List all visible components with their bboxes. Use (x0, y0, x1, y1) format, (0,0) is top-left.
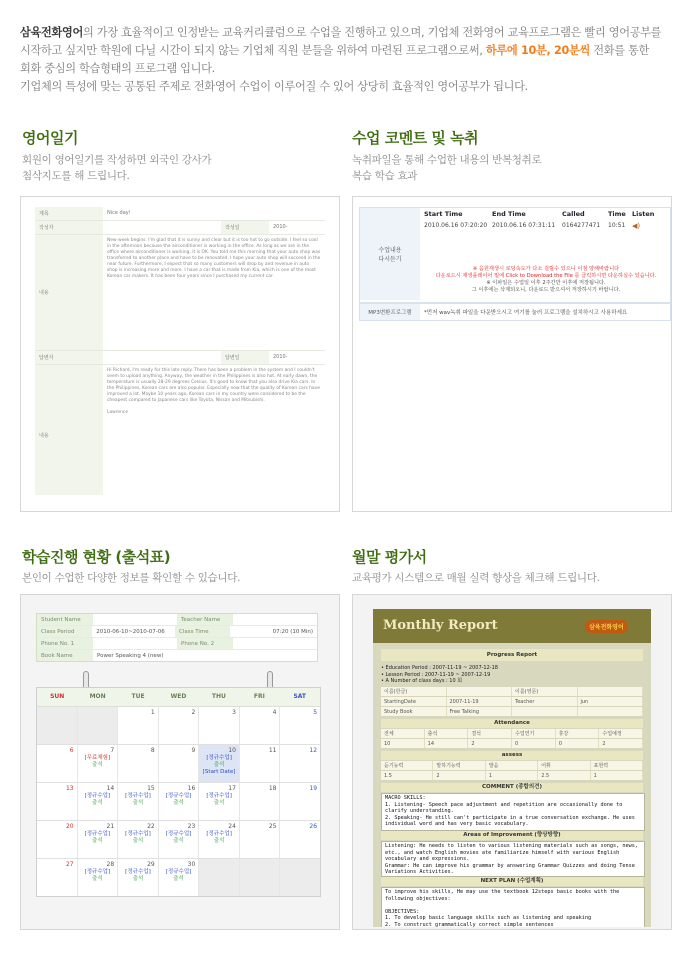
calendar-day[interactable] (199, 745, 240, 782)
class-event[interactable] (201, 793, 237, 807)
intro-line-3: 회화 중심의 학습형태의 프로그램 입니다. (20, 62, 215, 75)
attendance-value-row (381, 739, 643, 749)
attendance-header-cell: 출석 (425, 729, 469, 738)
class-event[interactable] (201, 755, 237, 776)
day-number: 24 (228, 823, 236, 830)
improve-bar: Areas of Improvement (향상방향) (381, 831, 643, 840)
diary-reply-value (103, 351, 221, 364)
day-number: 14 (106, 785, 115, 792)
study-book-label: Study Book (381, 707, 447, 716)
assess-value-row (381, 771, 643, 781)
day-number: 13 (65, 785, 74, 792)
weekday-1: MON (89, 693, 106, 700)
comment-data-row (424, 222, 670, 230)
header-end-time: End Time (492, 210, 526, 218)
num-days: • A Number of class days : 10 회 (381, 678, 463, 684)
monthly-title: 월말 평가서 (352, 548, 427, 566)
calendar-week (37, 745, 320, 783)
event-status: 출석 (213, 762, 225, 768)
intro-paragraph (20, 24, 670, 96)
event-label: [정규수업] (206, 793, 232, 799)
report-title: Monthly Report (383, 618, 498, 633)
class-event[interactable] (120, 831, 156, 845)
intro-line-2-end: 전화를 통한 (590, 44, 650, 57)
calendar-day (240, 859, 281, 896)
event-label: [정규수업] (125, 793, 151, 799)
calendar-day (199, 707, 240, 744)
monthly-screenshot (352, 594, 672, 930)
diary-reply-date-value: 2010- (273, 354, 288, 360)
class-event[interactable] (80, 793, 116, 807)
monthly-desc: 교육평가 시스템으로 매월 실력 향상을 체크해 드립니다. (352, 572, 600, 584)
student-label: Student Name (37, 614, 93, 625)
comment-notice (424, 266, 668, 294)
report-profile-table (381, 687, 643, 717)
diary-date-label: 작성일 (221, 221, 269, 234)
name-value (447, 687, 513, 696)
teacher-label-report: Teacher (512, 697, 578, 706)
attendance-header-cell: 수업연기 (512, 729, 556, 738)
day-number: 3 (232, 709, 236, 716)
calendar-day[interactable] (78, 783, 119, 820)
cell-start-time: 2010.06.16 07:20:20 (424, 222, 488, 229)
diary-title-row (35, 207, 325, 221)
attendance-header-cell: 수업예정 (599, 729, 643, 738)
event-status: 출석 (132, 800, 144, 806)
time-value: 07:20 (10 Min) (272, 628, 313, 635)
comment-header-row (424, 210, 670, 218)
event-label: [정규수업] (165, 793, 192, 799)
day-number: 27 (65, 861, 74, 868)
day-number: 8 (150, 747, 155, 754)
calendar-day[interactable] (78, 859, 119, 896)
attendance-header-row (381, 729, 643, 739)
improve-textarea[interactable]: Listening: He needs to listen to various listening materials such as songs, news, etc., and watch English movies ate familiarize himself with various English vocabulary and expressions. Grammar: He can improve his grammar by answering Grammar Quizzes and doing Tense Variations Activities. (381, 841, 645, 877)
calendar-day[interactable] (118, 821, 159, 858)
day-number: 28 (106, 861, 115, 868)
diary-desc (22, 152, 211, 184)
event-label: [정규수업] (84, 793, 111, 799)
day-number: 29 (147, 861, 155, 868)
calendar-day[interactable] (78, 745, 119, 782)
assess-header-cell: 어휘 (538, 761, 590, 770)
calendar-day (118, 707, 159, 744)
notice-line-1: ※ 음원재생시 로딩속도가 다소 걸릴수 있으니 이점 양해바랍니다 (472, 266, 620, 272)
name-label: 이름(한글) (381, 687, 447, 696)
calendar-day (240, 821, 281, 858)
class-event[interactable] (120, 869, 156, 883)
profile-empty-2 (578, 707, 644, 716)
comment-screenshot (352, 196, 672, 512)
attendance-screenshot (20, 594, 340, 930)
calendar-week (37, 707, 320, 745)
assess-value-cell: 2 (433, 771, 485, 780)
header-called: Called (562, 210, 585, 218)
intro-highlight: 하루에 10분, 20분씩 (485, 44, 590, 57)
profile-book-row (381, 707, 643, 717)
day-number: 22 (147, 823, 155, 830)
book-value: Power Speaking 4 (new) (97, 652, 164, 659)
day-number: 5 (313, 709, 318, 716)
phone-row (37, 638, 317, 650)
speaker-icon[interactable]: ◀) (632, 222, 641, 230)
attendance-desc: 본인이 수업한 다양한 정보를 확인할 수 있습니다. (22, 572, 241, 584)
calendar-day (280, 783, 320, 820)
diary-content-row (35, 235, 325, 351)
event-status: 출석 (173, 800, 184, 806)
phone1-label: Phone No. 1 (37, 638, 93, 649)
class-event[interactable] (80, 831, 116, 845)
calendar-day[interactable] (199, 783, 240, 820)
day-number: 1 (150, 709, 155, 716)
calendar-header (37, 688, 320, 707)
diary-form (35, 207, 325, 495)
diary-date-value: 2010- (273, 224, 288, 230)
comment-desc (352, 152, 541, 184)
calendar-day (240, 707, 281, 744)
attendance-bar: Attendance (381, 719, 643, 728)
book-label: Book Name (37, 650, 93, 661)
comment-bar: COMMENT (종합의견) (381, 783, 643, 792)
diary-title-label: 제목 (35, 207, 103, 220)
calendar-day[interactable] (159, 821, 200, 858)
phone1-value (93, 638, 177, 649)
event-status: 출석 (92, 838, 103, 844)
day-number: 6 (69, 747, 74, 754)
day-number: 9 (191, 747, 196, 754)
next-plan-bar: NEXT PLAN (수업계획) (381, 877, 643, 886)
diary-screenshot (20, 196, 340, 512)
diary-title-value: Nice day! (107, 210, 131, 216)
attendance-value-cell: 10 (381, 739, 425, 748)
assess-value-cell: 1 (591, 771, 643, 780)
intro-line-4: 기업체의 특성에 맞는 공통된 주제로 전화영어 수업이 이루어질 수 있어 상당히 효율적인 영어공부가 됩니다. (20, 80, 528, 93)
progress-bar-title: Progress Report (381, 649, 643, 661)
calendar-body (37, 707, 320, 896)
header-start-time: Start Time (424, 210, 463, 218)
mp3-row (359, 303, 671, 321)
weekday-3: WED (170, 693, 187, 700)
notice-line-2: 다운로드시 재생플레이어 밑에 Click to Download the File 를 클릭하시면 다운하실수 있습니다. (435, 273, 657, 279)
diary-reply-content (103, 365, 325, 495)
diary-content-text: New week begins. I'm glad that it is sunny and clear but it is too hot to go outside. I feel so cool in the afternoon because the airconditioner is working in the office. As long as we are in the office where airconditioner is working, it is OK. You told me this morning that your auto shop was transferred to another place and have to be renovated. I hope your auto shop will succeed in the near future. Furthermore, I expect that so many customers will drop by and revenue in auto shop is increasing more and more. I have a car that is made from Kia, which is one of the most Korean car makers. It has been four years since I purchased my current car. (107, 238, 321, 279)
lesson-period: • Lesson Period : 2007-11-19 ~ 2007-12-19 (381, 671, 491, 678)
calendar-day (280, 745, 320, 782)
day-number: 15 (147, 785, 155, 792)
assess-header-cell: 발음 (486, 761, 538, 770)
event-label: [정규수업] (84, 869, 111, 875)
comment-row-label: 수업내용 다시듣기 (360, 208, 420, 300)
diary-reply-label: 답변자 (35, 351, 103, 364)
brand-name: 삼육전화영어 (20, 26, 84, 39)
period-label: Class Period (37, 626, 92, 637)
weekday-4: THU (211, 693, 226, 700)
calendar-day (37, 745, 78, 782)
comment-desc-line-1: 녹취파일을 통해 수업한 내용의 반복청취로 (352, 154, 542, 166)
day-number: 26 (309, 823, 318, 830)
event-status: 출석 (92, 762, 103, 768)
calendar-day[interactable] (78, 821, 119, 858)
teacher-value-report: jun (578, 697, 644, 706)
attendance-title: 학습진행 현황 (출석표) (22, 548, 171, 566)
period-value: 2010-06-10~2010-07-06 (96, 628, 165, 635)
attendance-value-cell: 2 (599, 739, 643, 748)
diary-writer-row (35, 221, 325, 235)
calendar-day (280, 859, 320, 896)
mp3-link[interactable]: *먼저 wav녹취 파일을 다운받으시고 여기를 눌러 프로그램을 설치하시고 사용하세요 (424, 310, 628, 316)
student-value (93, 614, 177, 625)
monthly-report (373, 609, 651, 927)
edu-period: • Education Period : 2007-11-19 ~ 2007-12-18 (381, 665, 498, 671)
assess-header-cell: 듣기능력 (381, 761, 433, 770)
assess-header-cell: 말하기능력 (433, 761, 485, 770)
cell-end-time: 2010.06.16 07:31:11 (492, 222, 556, 229)
day-number: 10 (228, 747, 236, 754)
diary-title: 영어일기 (22, 129, 78, 147)
day-number: 19 (309, 785, 318, 792)
diary-writer-value (103, 221, 221, 234)
diary-signature: Lawrence (107, 410, 129, 415)
event-label: [정규수업] (165, 831, 192, 837)
diary-content-label: 내용 (35, 235, 103, 350)
event-label: [정규수업] (206, 831, 232, 837)
diary-reply-date-label: 답변일 (221, 351, 269, 364)
assess-bar: assess (381, 751, 643, 760)
class-event[interactable] (201, 831, 237, 845)
diary-reply-row (35, 351, 325, 365)
assess-value-cell: 1 (486, 771, 538, 780)
attendance-info (36, 613, 318, 662)
event-label: [정규수업] (84, 831, 111, 837)
calendar-week (37, 821, 320, 859)
day-number: 21 (106, 823, 115, 830)
calendar-day (199, 859, 240, 896)
event-status: 출석 (132, 838, 144, 844)
calendar-day (159, 745, 200, 782)
calendar-week (37, 783, 320, 821)
calendar-day (37, 783, 78, 820)
attendance-value-cell: 14 (425, 739, 469, 748)
day-number: 30 (187, 861, 196, 868)
assess-header-row (381, 761, 643, 771)
attendance-header-cell: 휴강 (556, 729, 600, 738)
class-event[interactable] (120, 793, 156, 807)
class-event[interactable] (161, 869, 197, 883)
profile-name-row (381, 687, 643, 697)
day-number: 17 (228, 785, 236, 792)
comment-textarea[interactable]: MACRO SKILLS: 1. Listening- Speech pace adjustment and repetition are occasionally done to clarify understanding. 2. Speaking- He still can't participate in a true conversation exchange. He uses individual word and has very basic vocabulary. (381, 793, 645, 831)
cell-called: 0164277471 (562, 222, 601, 229)
event-status: 출석 (173, 876, 184, 882)
diary-reply-content-label: 내용 (35, 365, 103, 495)
event-status: 출석 (173, 838, 184, 844)
calendar-day[interactable] (199, 821, 240, 858)
attendance-header-cell: 결석 (468, 729, 512, 738)
report-attendance-table (381, 729, 643, 749)
assess-header-cell: 표현력 (591, 761, 643, 770)
class-event[interactable] (80, 869, 116, 883)
event-status: 출석 (132, 876, 144, 882)
calendar-day (240, 745, 281, 782)
calendar-week (37, 859, 320, 896)
event-label: [정규수업] (206, 755, 232, 761)
weekday-6: SAT (293, 693, 307, 700)
class-event[interactable] (161, 793, 197, 807)
calendar-day[interactable] (118, 783, 159, 820)
header-time: Time (608, 210, 626, 218)
book-row (37, 650, 317, 661)
calendar-day (118, 745, 159, 782)
day-number: 2 (191, 709, 196, 716)
class-event[interactable] (161, 831, 197, 845)
report-badge: 삼육전화영어 (585, 620, 628, 633)
attendance-header-cell: 전체 (381, 729, 425, 738)
teacher-label: Teacher Name (177, 614, 233, 625)
student-row (37, 614, 317, 626)
calendar-day[interactable] (159, 859, 200, 896)
diary-reply-text: Hi Richard, I'm ready for this late reply. There has been a problem in the system and I couldn't seem to upload anything. Anyway, the weather in the Philippines is also hot. At early dawn, the temperature is usually 28-29 degrees Celsius. It's good to know that you also drive Kia cars. In the Philippines, Korean cars are also popular. Especially now that the quality of Korean cars have improved a lot. Maybe 10 years ago, Korean cars in my country were considered to be the cheapest compared to Japanese cars like Toyota, Nissan and Mitsubishi. (107, 368, 320, 403)
report-assess-table (381, 761, 643, 781)
day-number: 16 (187, 785, 196, 792)
comment-desc-line-2: 복습 학습 효과 (352, 170, 418, 182)
event-status: 출석 (92, 800, 103, 806)
diary-writer-label: 작성자 (35, 221, 103, 234)
calendar-day (240, 783, 281, 820)
diary-reply-content-row (35, 365, 325, 495)
calendar-day[interactable] (159, 783, 200, 820)
event-label: [정규수업] (125, 831, 151, 837)
event-status: 출석 (92, 876, 103, 882)
assess-value-cell: 2.5 (538, 771, 590, 780)
event-status: 출석 (213, 838, 225, 844)
event-label: [정규수업] (125, 869, 151, 875)
intro-line-1: 의 가장 효율적이고 인정받는 교육커리큘럼으로 수업을 진행하고 있으며, 기업체 전화영어 교육프로그램은 빨리 영어공부를 (83, 26, 662, 39)
cell-time: 10:51 (608, 222, 626, 229)
event-label: [정규수업] (165, 869, 192, 875)
weekday-0: SUN (50, 693, 65, 700)
intro-line-2: 시작하고 싶지만 학원에 다닐 시간이 되지 않는 기업체 직원 분들을 위하여 마련된 프로그램으로써, (20, 44, 486, 57)
day-number: 7 (110, 747, 115, 754)
diary-desc-line-2: 첨삭지도를 해 드립니다. (22, 170, 130, 182)
calendar-day[interactable] (118, 859, 159, 896)
calendar-day (37, 707, 78, 744)
day-number: 20 (65, 823, 74, 830)
header-listen: Listen (632, 210, 655, 218)
day-number: 12 (309, 747, 318, 754)
time-label: Class Time (175, 626, 230, 637)
day-number: 25 (268, 823, 277, 830)
event-status: 출석 (213, 800, 225, 806)
name-en-label: 이름(영문) (512, 687, 578, 696)
phone2-label: Phone No. 2 (177, 638, 233, 649)
attendance-value-cell: 0 (556, 739, 600, 748)
weekday-2: TUE (131, 693, 145, 700)
name-en-value (578, 687, 644, 696)
class-event[interactable] (80, 755, 116, 769)
period-row (37, 626, 317, 638)
starting-value: 2007-11-19 (447, 697, 513, 706)
notice-line-4: 그 이후에는 삭제되오니, 다운로드 받으셔서 저장하시기 바랍니다. (471, 287, 621, 293)
day-number: 23 (187, 823, 196, 830)
attendance-value-cell: 2 (468, 739, 512, 748)
calendar-day (37, 859, 78, 896)
report-periods (381, 665, 643, 685)
calendar-day (280, 821, 320, 858)
attendance-calendar (36, 687, 321, 897)
event-label: [무료체험] (84, 755, 111, 761)
teacher-value (233, 614, 317, 625)
calendar-day (159, 707, 200, 744)
day-number: 11 (268, 747, 277, 754)
weekday-5: FRI (253, 693, 265, 700)
profile-empty-1 (512, 707, 578, 716)
profile-start-row (381, 697, 643, 707)
diary-desc-line-1: 회원이 영어일기를 작성하면 외국인 강사가 (22, 154, 212, 166)
assess-value-cell: 1.5 (381, 771, 433, 780)
notice-line-3: ※ 이파일은 수업일 이후 2주간만 이후에 저장됩니다. (486, 280, 606, 286)
report-header (373, 609, 651, 643)
starting-label: StartingDate (381, 697, 447, 706)
start-date-label: [Start Date] (202, 769, 236, 775)
calendar-day (280, 707, 320, 744)
calendar-day (78, 707, 119, 744)
comment-table (359, 207, 671, 303)
next-plan-textarea[interactable]: To improve his skills, He may use the textbook 12steps basic books with the following objectives: OBJECTIVES: 1. To develop basic language skills such as listening and speaking 2. To construct grammatically correct simple sentences (381, 887, 645, 927)
phone2-value (233, 638, 317, 649)
attendance-value-cell: 0 (512, 739, 556, 748)
calendar-day (37, 821, 78, 858)
study-book-value: Free Talking (447, 707, 513, 716)
day-number: 4 (272, 709, 277, 716)
mp3-label: MP3변환프로그램 (360, 304, 420, 320)
day-number: 18 (268, 785, 277, 792)
comment-title: 수업 코멘트 및 녹취 (352, 129, 479, 147)
